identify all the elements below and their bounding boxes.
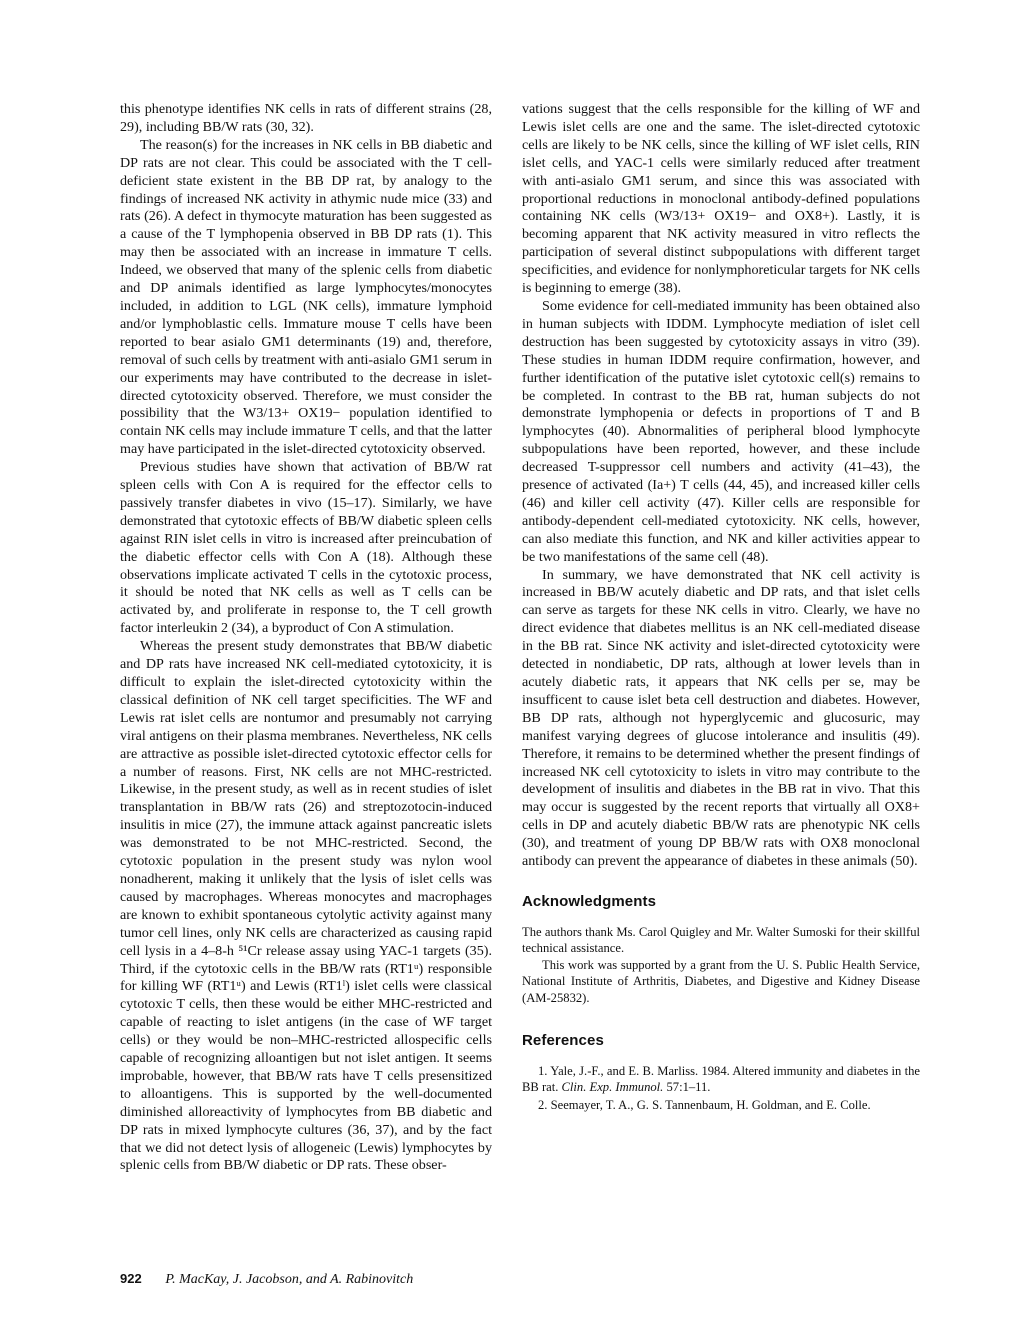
reference-item (522, 1063, 920, 1096)
body-paragraph: Whereas the present study demonstrates that BB/W diabetic and DP rats have increased NK cell-mediated cytotoxicity, it is difficult to explain the islet-directed cytotoxicity within the classical definition of NK cell target specificities. The WF and Lewis rat islet cells are nontumor and presumably not carrying viral antigens on their plasma membranes. Nevertheless, NK cells are attractive as possible islet-directed cytotoxic effector cells for a number of reasons. First, NK cells are not MHC-restricted. Likewise, in the present study, as well as in recent studies of islet transplantation in BB/W rats (26) and streptozotocin-induced insulitis in mice (27), the immune attack against pancreatic islets was demonstrated to be not MHC-restricted. Second, the cytotoxic population in the present study was nylon wool nonadherent, making it unlikely that the lysis of islet cells was caused by macrophages. Whereas monocytes and macrophages are known to exhibit spontaneous cytolytic activity against many tumor cell lines, only NK cells are characterized as causing rapid cell lysis in a 4–8-h ⁵¹Cr release assay using YAC-1 targets (35). Third, if the cytotoxic cells in the BB/W rats (RT1ᵘ) responsible for killing WF (RT1ᵘ) and Lewis (RT1ˡ) islet cells were classical cytotoxic T cells, then these would be either MHC-restricted and capable of reacting to islet antigens (in the case of WF target cells) or they would be non–MHC-restricted allospecific cells capable of recognizing alloantigen but not islet antigen. It seems improbable, however, that BB/W rats have T cells presensitized to alloantigens. This is supported by the well-documented diminished alloreactivity of lymphocytes from BB diabetic and DP rats in mixed lymphocyte cultures (36, 37), and by the fact that we did not detect lysis of allogeneic (Lewis) lymphocytes by splenic cells from BB/W diabetic or DP rats. These obser- (120, 638, 492, 1174)
body-paragraph: Some evidence for cell-mediated immunity has been obtained also in human subjects with IDDM. Lymphocyte mediation of islet cell destruction has been suggested by cytotoxicity assays in vitro (39). These studies in human IDDM require confirmation, however, and further identification of the putative islet cytotoxic cell(s) remains to be completed. In contrast to the BB rat, human subjects do not demonstrate lymphopenia or defects in proportions of T and B lymphocytes (40). Abnormalities of peripheral blood lymphocyte subpopulations have been reported, however, and these include decreased T-suppressor cell numbers and activity (41–43), the presence of activated (Ia+) T cells (44, 45), and increased killer cells (46) and killer cell activity (47). Killer cells are responsible for antibody-dependent cell-mediated cytotoxicity. NK cells, however, can also mediate this function, and NK and killer activities appear to be two manifestations of the same cell (48). (522, 297, 920, 565)
page-number: 922 (120, 1271, 142, 1286)
references-heading: References (522, 1031, 604, 1049)
body-paragraph: The reason(s) for the increases in NK cells in BB diabetic and DP rats are not clear. This could be associated with the T cell-deficient state existent in the BB DP rat, by analogy to the findings of increased NK activity in athymic nude mice (33) and rats (26). A defect in thymocyte maturation has been suggested as a cause of the T lymphopenia observed in BB DP rats (1). This may then be associated with an increase in immature T cells. Indeed, we observed that many of the splenic cells from diabetic and DP animals identified as large lymphocytes/monocytes included, in addition to LGL (NK cells), immature lymphoid and/or lymphoblastic cells. Immature mouse T cells have been reported to bear asialo GM1 determinants (19) and, therefore, removal of such cells by treatment with anti-asialo GM1 serum in our experiments may have contributed to the decrease in islet-directed cytotoxicity observed. Therefore, we must consider the possibility that the W3/13+ OX19− population identified to contain NK cells may include immature T cells, and that the latter may have participated in the islet-directed cytotoxicity observed. (120, 136, 492, 458)
page-footer (120, 1271, 413, 1288)
reference-journal: Clin. Exp. Immunol. (561, 1080, 664, 1095)
body-paragraph: In summary, we have demonstrated that NK cell activity is increased in BB/W acutely diabetic and DP rats, and that islet cells can serve as targets for these NK cells in vitro. Clearly, we have no direct evidence that diabetes mellitus is an NK cell-mediated disease in the BB rat. Since NK activity and islet-directed cytotoxicity were detected in nondiabetic, DP rats, although at lower levels than in acutely diabetic rats, it appears that NK cells per se, may be insufficent to cause islet beta cell destruction and diabetes. However, BB DP rats, although not hyperglycemic and glucosuric, may manifest varying degrees of glucose intolerance and insulitis (49). Therefore, it remains to be determined whether the present findings of increased NK cell cytotoxicity to islets in vitro may contribute to the development of insulitis and diabetes in the BB rat in vivo. That this may occur is suggested by the recent reports that virtually all OX8+ cells in DP and acutely diabetic BB/W rats are phenotypic NK cells (30), and treatment of young DP BB/W rats with OX8 monoclonal antibody can prevent the appearance of diabetes in these animals (50). (522, 566, 920, 870)
right-column (522, 101, 920, 1114)
body-paragraph: Previous studies have shown that activation of BB/W rat spleen cells with Con A is required for the effector cells to passively transfer diabetes in vivo (15–17). Similarly, we have demonstrated that cytotoxic effects of BB/W diabetic spleen cells against RIN islet cells in vitro is increased after preincubation of the diabetic effector cells with Con A (18). Although these observations implicate activated T cells in the cytotoxic process, it should be noted that NK cells as well as T cells can be activated by, and proliferate in response to, the T cell growth factor interleukin 2 (34), a byproduct of Con A stimulation. (120, 459, 492, 637)
left-column (120, 101, 492, 1175)
reference-list (522, 1063, 920, 1113)
reference-text: 1. Yale, J.-F., and E. B. Marliss. 1984. Altered immunity and diabetes in the BB rat. (522, 1063, 920, 1095)
acknowledgments-heading: Acknowledgments (522, 892, 657, 910)
reference-item (522, 1097, 920, 1113)
acknowledgment-paragraph: The authors thank Ms. Carol Quigley and Mr. Walter Sumoski for their skillful technical assistance. (522, 924, 920, 956)
running-authors: P. MacKay, J. Jacobson, and A. Rabinovitch (165, 1272, 414, 1287)
reference-text: 2. Seemayer, T. A., G. S. Tannenbaum, H. Goldman, and E. Colle. (538, 1097, 871, 1112)
body-paragraph: this phenotype identifies NK cells in rats of different strains (28, 29), including BB/W rats (30, 32). (120, 101, 492, 135)
reference-tail: 57:1–11. (663, 1080, 711, 1095)
acknowledgment-paragraph: This work was supported by a grant from the U. S. Public Health Service, National Institute of Arthritis, Diabetes, and Digestive and Kidney Disease (AM-25832). (522, 957, 920, 1005)
body-paragraph: vations suggest that the cells responsible for the killing of WF and Lewis islet cells are one and the same. The islet-directed cytotoxic cells are likely to be NK cells, since the killing of WF islet cells, RIN islet cells, and YAC-1 cells were similarly reduced after treatment with anti-asialo GM1 serum, and since this was associated with proportional reductions in monoclonal antibody-defined populations containing NK cells (W3/13+ OX19− and OX8+). Lastly, it is becoming apparent that NK activity measured in vitro reflects the participation of several distinct subpopulations with different target specificities, and evidence for nonlymphoreticular targets for NK cells is beginning to emerge (38). (522, 101, 920, 297)
